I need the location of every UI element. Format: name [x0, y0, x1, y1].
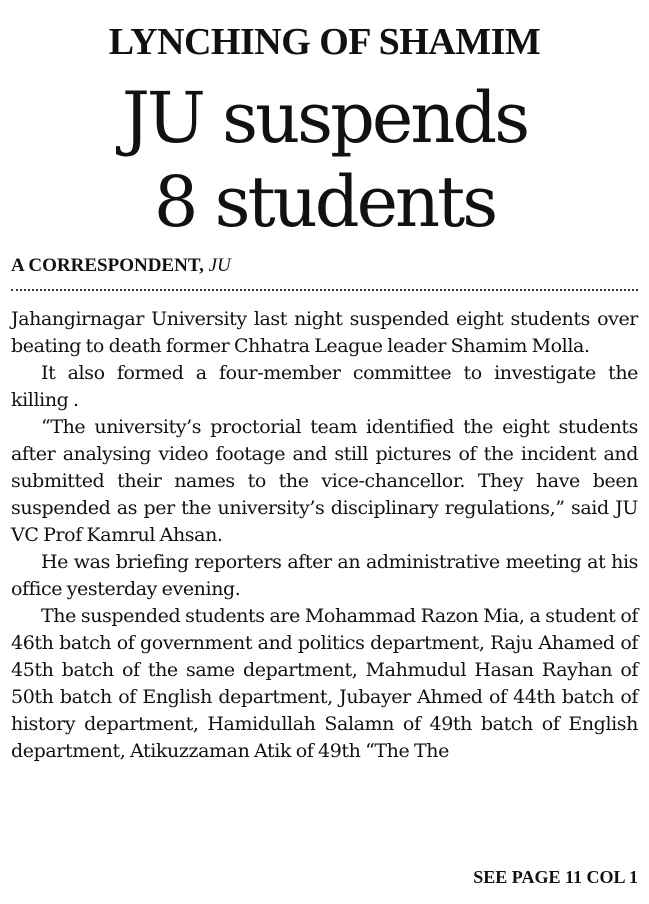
continuation-jump-line: SEE PAGE 11 COL 1 — [473, 867, 638, 887]
paragraph-3: “The university’s proctorial team identified the eight students after analysing video footage and still pictures of the incident and submitted their names to the vice-chancellor. They have been suspended as per the university’s disciplinary regulations,” said JU VC Prof Kamrul Ahsan. — [11, 416, 638, 546]
main-headline — [11, 76, 638, 244]
article-body — [11, 306, 638, 765]
byline — [11, 255, 231, 277]
headline-line-1: JU suspends — [121, 77, 528, 159]
byline-place: JU — [208, 255, 231, 276]
dotted-divider — [11, 289, 638, 291]
headline-line-2: 8 students — [153, 161, 496, 243]
news-article — [11, 0, 638, 904]
paragraph-1: Jahangirnagar University last night suspended eight students over beating to death former Chhatra League leader Shamim Molla. — [11, 308, 638, 357]
paragraph-4: He was briefing reporters after an administrative meeting at his office yesterday evening. — [11, 551, 638, 600]
paragraph-2: It also formed a four-member committee to investigate the killing . — [11, 362, 638, 411]
paragraph-5: The suspended students are Mohammad Razon Mia, a student of 46th batch of government and politics department, Raju Ahamed of 45th batch of the same department, Mahmudul Hasan Rayhan of 50th batch of English department, Jubayer Ahmed of 44th batch of history department, Hamidullah Salamn of 49th batch of English department, Atikuzzaman Atik of 49th “The The — [11, 605, 638, 762]
byline-author: A CORRESPONDENT, — [11, 255, 204, 276]
kicker-headline: LYNCHING OF SHAMIM — [108, 21, 541, 63]
